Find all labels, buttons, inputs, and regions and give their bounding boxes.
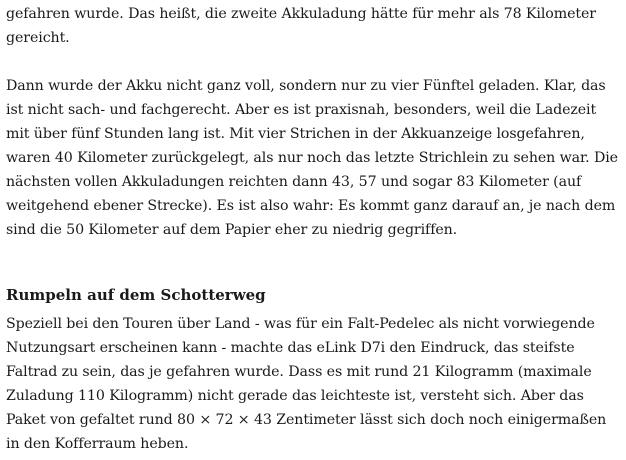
paragraph-battery: Dann wurde der Akku nicht ganz voll, sondern nur zu vier Fünftel geladen. Klar, das ist nicht sach- und fachgerecht. Aber es ist praxisnah, besonders, weil die Ladezeit mit über fünf Stunden lang ist. Mit vier Strichen in der Akkuanzeige losgefahren, waren 40 Kilometer zurückgelegt, als nur noch das letzte Strichlein zu sehen war. Die nächsten vollen Akkuladungen reichten dann 43, 57 und sogar 83 Kilometer (auf weitgehend ebener Strecke). Es ist also wahr: Es kommt ganz darauf an, je nach dem sind die 50 Kilometer auf dem Papier eher zu niedrig gegriffen. [6,78,618,238]
paragraph-gravel: Speziell bei den Touren über Land - was für ein Falt-Pedelec als nicht vorwiegende Nutzungsart erscheinen kann - machte das eLink D7i den Eindruck, das steifste Faltrad zu sein, das je gefahren wurde. Dass es mit rund 21 Kilogramm (maximale Zuladung 110 Kilogramm) nicht gerade das leichteste ist, versteht sich. Aber das Paket von gefaltet rund 80 × 72 × 43 Zentimeter lässt sich doch noch einigermaßen in den Kofferraum heben. [6,316,607,452]
section-heading: Rumpeln auf dem Schotterweg [6,286,266,304]
paragraph-range: gefahren wurde. Das heißt, die zweite Akkuladung hätte für mehr als 78 Kilometer gereicht. [6,6,596,46]
